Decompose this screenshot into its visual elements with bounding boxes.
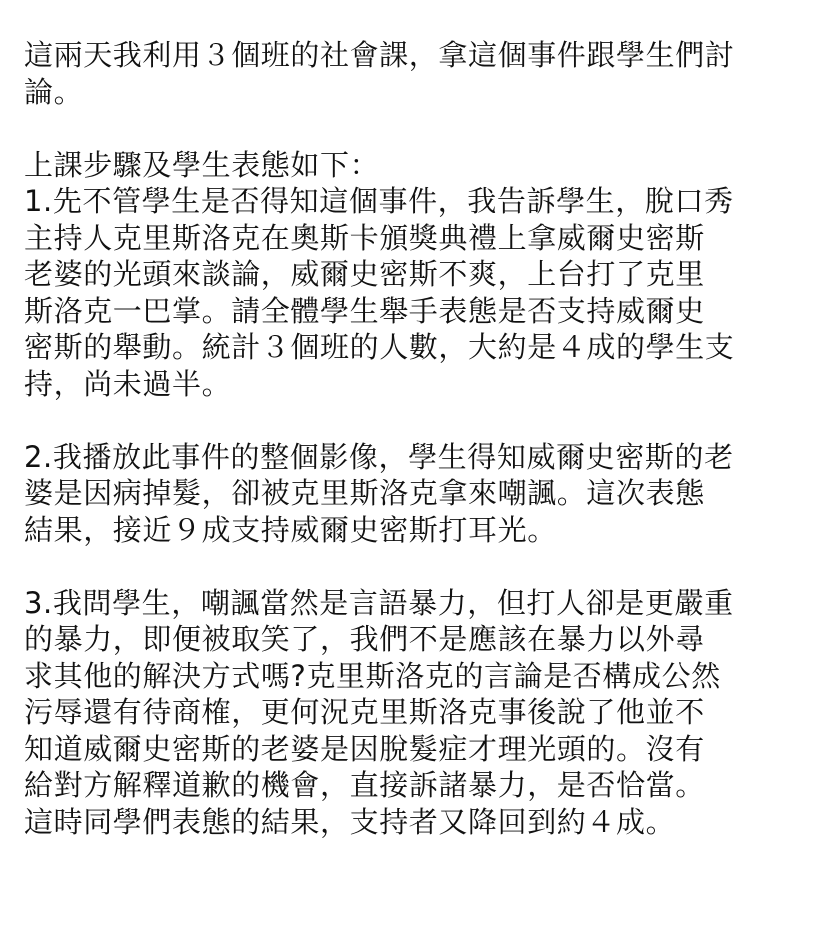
text-line: 結果，接近９成支持威爾史密斯打耳光。 bbox=[24, 512, 557, 547]
text-line: 論。 bbox=[24, 74, 84, 109]
text-line: 這兩天我利用３個班的社會課，拿這個事件跟學生們討 bbox=[24, 38, 735, 72]
text-line: 2.我播放此事件的整個影像，學生得知威爾史密斯的老 bbox=[24, 439, 734, 474]
document-body bbox=[24, 37, 814, 840]
text-line: 上課步驟及學生表態如下： bbox=[24, 147, 380, 182]
text-line: 知道威爾史密斯的老婆是因脫髮症才理光頭的。沒有 bbox=[24, 731, 705, 766]
text-line: 3.我問學生，嘲諷當然是言語暴力，但打人卻是更嚴重 bbox=[24, 585, 734, 620]
paragraph-step-3 bbox=[24, 585, 814, 841]
text-line: 老婆的光頭來談論，威爾史密斯不爽，上台打了克里 bbox=[24, 257, 705, 291]
text-line: 這時同學們表態的結果，支持者又降回到約４成。 bbox=[24, 804, 676, 839]
text-line: 持，尚未過半。 bbox=[24, 366, 232, 401]
paragraph-step-2 bbox=[24, 439, 814, 549]
text-line: 婆是因病掉髮，卻被克里斯洛克拿來嘲諷。這次表態 bbox=[24, 476, 705, 510]
text-line: 1.先不管學生是否得知這個事件，我告訴學生，脫口秀 bbox=[24, 184, 734, 218]
text-line: 斯洛克一巴掌。請全體學生舉手表態是否支持威爾史 bbox=[24, 293, 705, 328]
text-line: 密斯的舉動。統計３個班的人數，大約是４成的學生支 bbox=[24, 330, 735, 364]
text-line: 求其他的解決方式嗎?克里斯洛克的言論是否構成公然 bbox=[24, 658, 721, 693]
text-line: 主持人克里斯洛克在奧斯卡頒獎典禮上拿威爾史密斯 bbox=[24, 220, 705, 255]
text-line: 的暴力，即便被取笑了，我們不是應該在暴力以外尋 bbox=[24, 622, 705, 656]
paragraph-intro bbox=[24, 37, 814, 110]
text-line: 給對方解釋道歉的機會，直接訴諸暴力，是否恰當。 bbox=[24, 768, 705, 802]
paragraph-step-1 bbox=[24, 147, 814, 403]
text-line: 污辱還有待商榷，更何況克里斯洛克事後說了他並不 bbox=[24, 695, 705, 729]
